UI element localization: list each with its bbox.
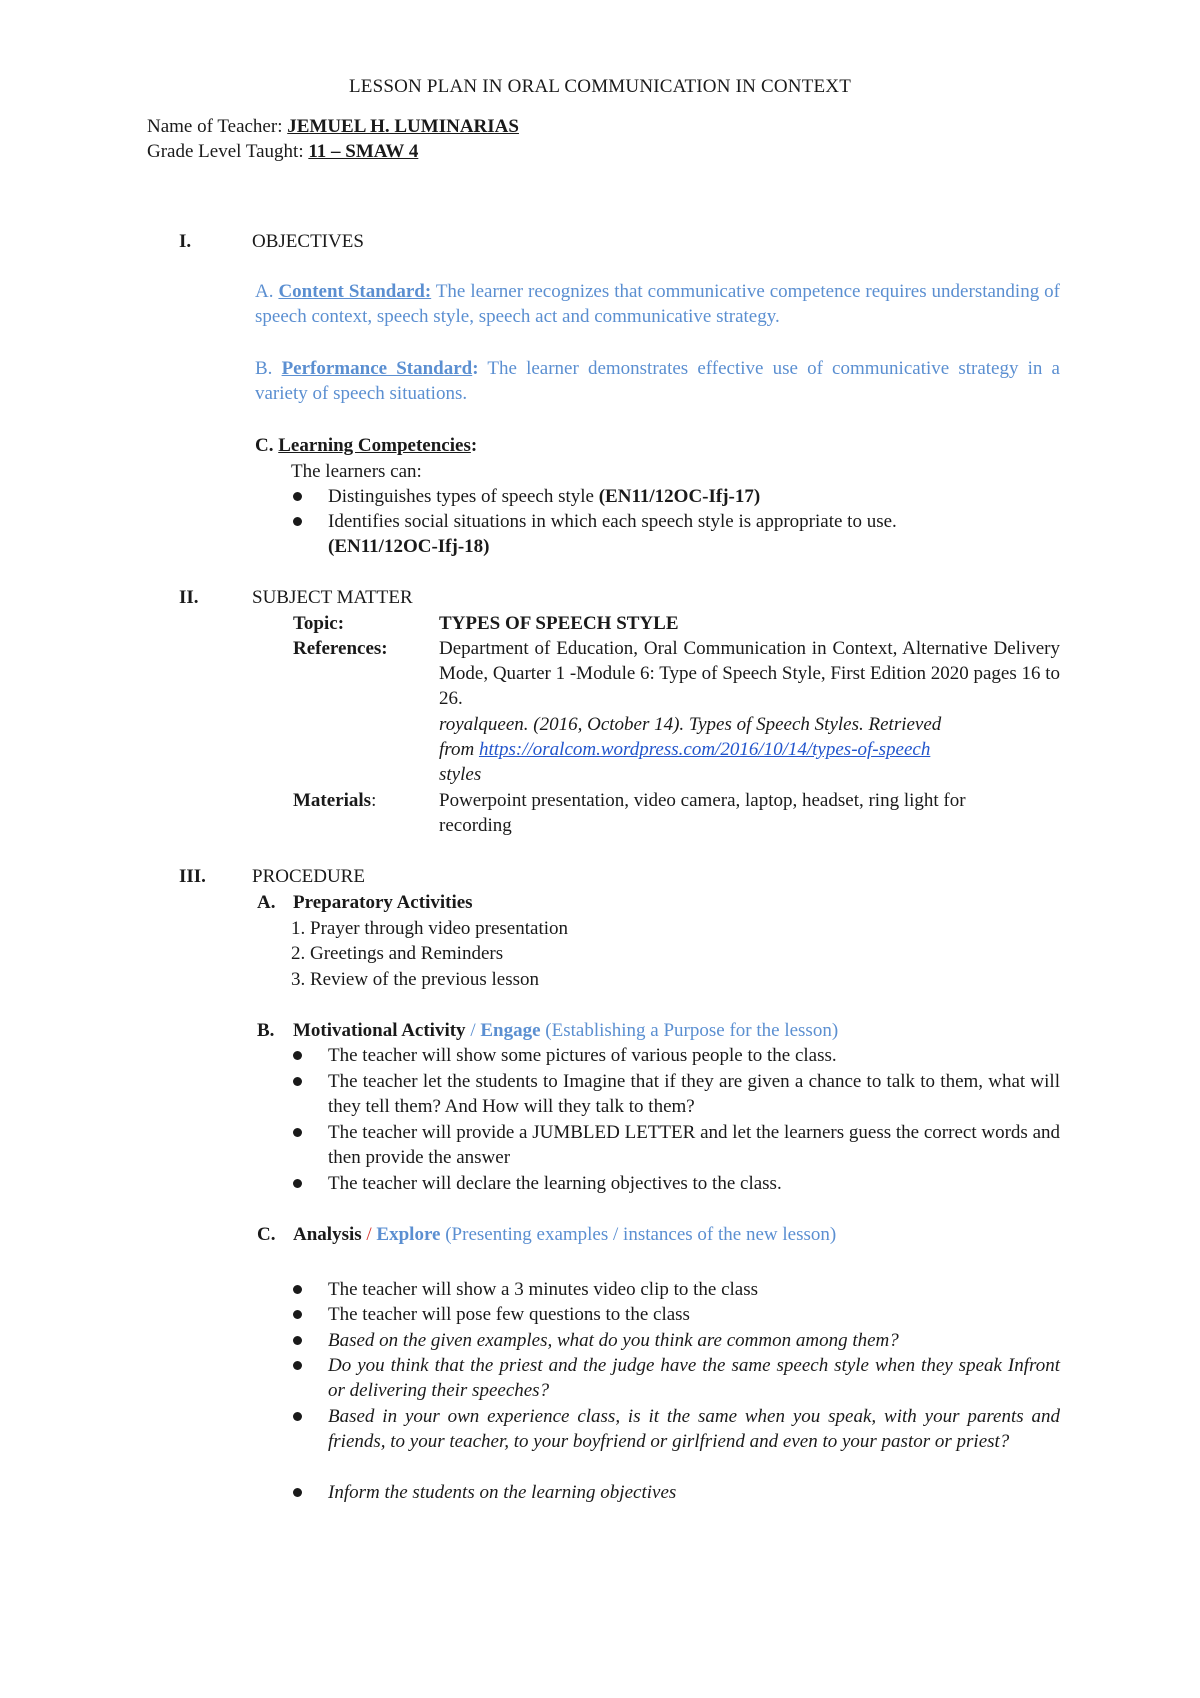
bullet-icon — [293, 1051, 302, 1060]
performance-standard-text: The learner demonstrates effective use of communicative strategy in a variety of speech situations. — [255, 358, 1060, 404]
preparatory-letter: A. — [257, 892, 276, 913]
references-link[interactable]: https://oralcom.wordpress.com/2016/10/14/types-of-speech — [478, 739, 931, 760]
motivational-item: The teacher will provide a JUMBLED LETTER and let the learners guess the correct words and then provide the answer — [328, 1122, 1060, 1168]
motivational-item: The teacher will show some pictures of various people to the class. — [328, 1045, 837, 1066]
analysis-slash: / — [361, 1224, 377, 1245]
bullet-icon — [293, 1179, 302, 1188]
references-citation-end: styles — [439, 764, 482, 785]
preparatory-item: 1. Prayer through video presentation — [291, 918, 569, 939]
bullet-icon — [293, 1488, 302, 1497]
analysis-question: Do you think that the priest and the judge have the same speech style when they speak Infront or delivering their speeches? — [328, 1355, 1060, 1401]
analysis-item: The teacher will show a 3 minutes video clip to the class — [328, 1279, 759, 1300]
competency-text: Distinguishes types of speech style — [328, 486, 599, 507]
analysis-question: Based in your own experience class, is it the same when you speak, with your parents and friends, to your teacher, to your boyfriend or girlfriend and even to your pastor or priest? — [328, 1406, 1060, 1452]
content-standard-title: Content Standard: — [278, 281, 432, 302]
grade-line — [147, 139, 418, 164]
competency-code: (EN11/12OC-Ifj-18) — [328, 536, 490, 557]
learning-competencies-heading — [255, 433, 477, 458]
bullet-icon — [293, 1412, 302, 1421]
performance-standard-colon: : — [472, 358, 479, 379]
competency-code: (EN11/12OC-Ifj-17) — [598, 486, 761, 507]
teacher-label: Name of Teacher: — [147, 116, 288, 137]
motivational-letter: B. — [257, 1020, 275, 1041]
analysis-heading — [293, 1222, 836, 1247]
teacher-name: JEMUEL H. LUMINARIAS — [287, 116, 519, 137]
preparatory-title: Preparatory Activities — [293, 892, 473, 913]
bullet-icon — [293, 1128, 302, 1137]
learning-competencies-title: Learning Competencies — [278, 435, 471, 456]
teacher-line — [147, 114, 519, 139]
content-standard-letter: A. — [255, 281, 279, 302]
materials-colon: : — [371, 790, 377, 811]
analysis-question: Based on the given examples, what do you think are common among them? — [328, 1330, 899, 1351]
topic-value: TYPES OF SPEECH STYLE — [439, 613, 679, 634]
preparatory-item: 2. Greetings and Reminders — [291, 943, 504, 964]
content-standard — [255, 279, 1060, 329]
competency-item — [328, 484, 760, 509]
performance-standard-title: Performance Standard — [281, 358, 473, 379]
analysis-letter: C. — [257, 1224, 276, 1245]
motivational-phase: Engage — [480, 1020, 541, 1041]
materials-label-text: Materials — [293, 790, 372, 811]
motivational-item: The teacher will declare the learning objectives to the class. — [328, 1173, 782, 1194]
references-text: Department of Education, Oral Communication in Context, Alternative Delivery Mode, Quarter 1 -Module 6: Type of Speech Style, First Edition 2020 pages 16 to 26. — [439, 638, 1061, 709]
materials-label — [293, 788, 376, 813]
motivational-heading — [293, 1018, 838, 1043]
bullet-icon — [293, 1310, 302, 1319]
section-1-numeral: I. — [179, 231, 192, 252]
section-2-heading: SUBJECT MATTER — [252, 587, 413, 608]
bullet-icon — [293, 1285, 302, 1294]
references-citation: royalqueen. (2016, October 14). Types of Speech Styles. Retrieved — [439, 714, 942, 735]
motivational-purpose: (Establishing a Purpose for the lesson) — [540, 1020, 839, 1041]
document-title: LESSON PLAN IN ORAL COMMUNICATION IN CONTEXT — [348, 76, 852, 97]
references-from: from — [439, 739, 479, 760]
section-1-heading: OBJECTIVES — [252, 231, 364, 252]
section-2-numeral: II. — [179, 587, 199, 608]
section-3-numeral: III. — [179, 866, 206, 887]
grade-label: Grade Level Taught: — [147, 141, 309, 162]
bullet-icon — [293, 1336, 302, 1345]
analysis-question: Inform the students on the learning objectives — [328, 1482, 677, 1503]
bullet-icon — [293, 1077, 302, 1086]
learning-competencies-colon: : — [470, 435, 478, 456]
analysis-phase: Explore — [376, 1224, 441, 1245]
learners-can-intro: The learners can: — [291, 461, 422, 482]
competency-item: Identifies social situations in which each speech style is appropriate to use. — [328, 511, 897, 532]
bullet-icon — [293, 517, 302, 526]
learning-competencies-letter: C. — [255, 435, 279, 456]
analysis-purpose: (Presenting examples / instances of the new lesson) — [440, 1224, 837, 1245]
motivational-title: Motivational Activity — [293, 1020, 466, 1041]
performance-standard — [255, 356, 1060, 406]
motivational-item: The teacher let the students to Imagine that if they are given a chance to talk to them, what will they tell them? And How will they talk to them? — [328, 1071, 1060, 1117]
bullet-icon — [293, 1361, 302, 1370]
performance-standard-letter: B. — [255, 358, 282, 379]
references-label: References: — [293, 638, 388, 659]
bullet-icon — [293, 492, 302, 501]
content-standard-text: The learner recognizes that communicative competence requires understanding of speech context, speech style, speech act and communicative strategy. — [255, 281, 1060, 327]
references-link-line — [439, 737, 930, 762]
grade-value: 11 – SMAW 4 — [308, 141, 419, 162]
materials-text: Powerpoint presentation, video camera, laptop, headset, ring light for recording — [439, 790, 966, 836]
preparatory-item: 3. Review of the previous lesson — [291, 969, 540, 990]
topic-label: Topic: — [293, 613, 345, 634]
analysis-title: Analysis — [293, 1224, 362, 1245]
section-3-heading: PROCEDURE — [252, 866, 365, 887]
motivational-slash: / — [465, 1020, 481, 1041]
analysis-item: The teacher will pose few questions to the class — [328, 1304, 690, 1325]
